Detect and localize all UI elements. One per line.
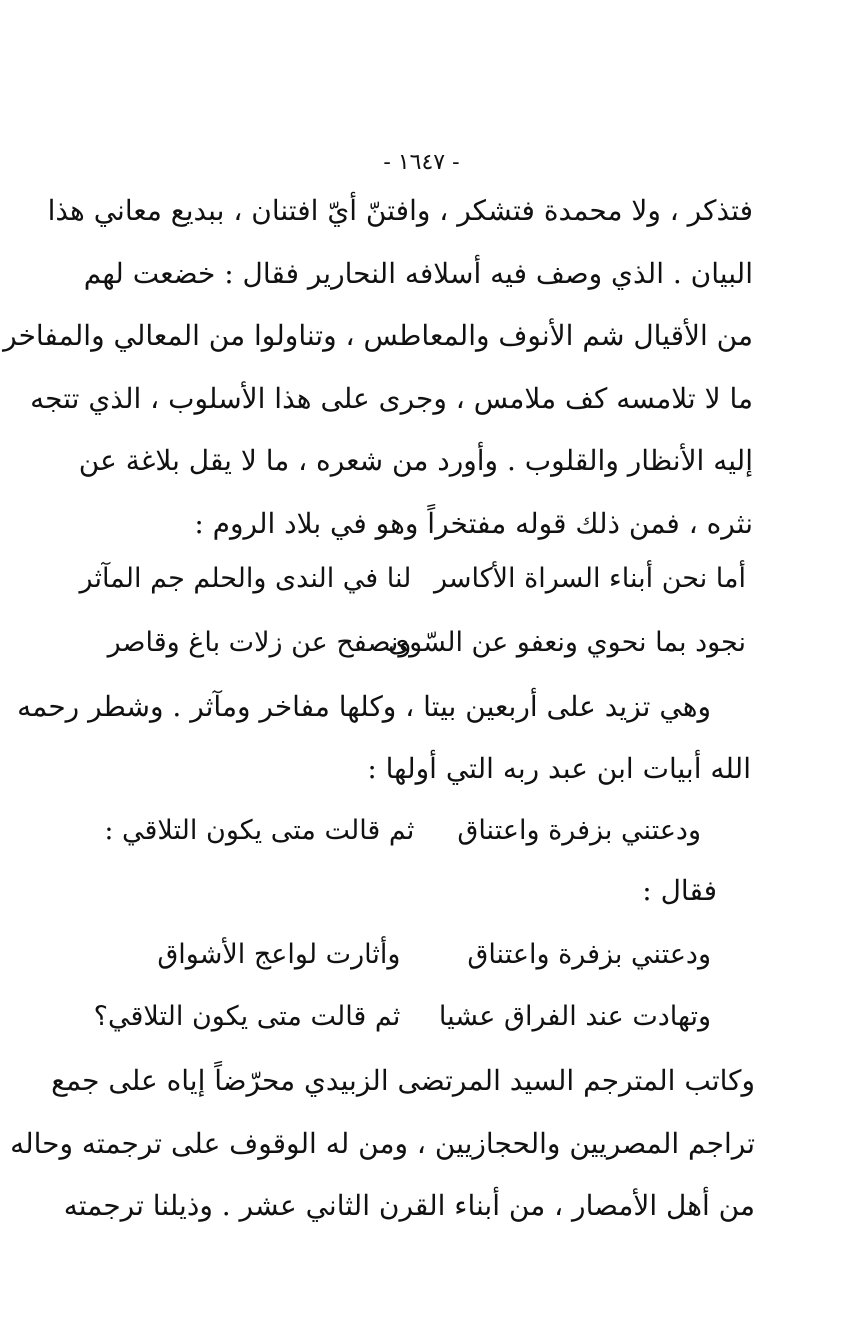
paragraph-line: وهي تزيد على أربعين بيتا ، وكلها مفاخر ومآثر . وشطر رحمه	[17, 690, 711, 723]
verse-second-hemistich: لنا في الندى والحلم جم المآثر	[79, 563, 412, 594]
verse-second-hemistich: وأثارت لواعج الأشواق	[157, 939, 401, 970]
paragraph-line: نثره ، فمن ذلك قوله مفتخراً وهو في بلاد الروم :	[194, 506, 753, 540]
paragraph-line: البيان . الذي وصف فيه أسلافه النحارير فقال : خضعت لهم	[83, 256, 753, 290]
poem-verse	[110, 924, 711, 986]
verse-first-hemistich: ودعتني بزفرة واعتناق	[467, 939, 711, 970]
poem-verse	[79, 548, 746, 610]
poem-verse	[93, 612, 746, 674]
paragraph-3	[10, 1050, 755, 1238]
paragraph-1	[3, 180, 753, 555]
verse-second-hemistich: ثم قالت متى يكون التلاقي :	[104, 815, 415, 846]
verse-first-hemistich: ودعتني بزفرة واعتناق	[457, 815, 701, 846]
paragraph-line: من أهل الأمصار ، من أبناء القرن الثاني عشر . وذيلنا ترجمته	[63, 1189, 755, 1222]
verse-first-hemistich: نجود بما نحوي ونعفو عن السّوى	[388, 627, 746, 658]
verse-first-hemistich: وتهادت عند الفراق عشيا	[438, 1001, 711, 1032]
paragraph-line: إليه الأنظار والقلوب . وأورد من شعره ، ما لا يقل بلاغة عن	[78, 444, 753, 477]
verse-first-hemistich: أما نحن أبناء السراة الأكاسر	[434, 563, 746, 594]
paragraph-line: ما لا تلامسه كف ملامس ، وجرى على هذا الأسلوب ، الذي تتجه	[30, 381, 753, 415]
verse-second-hemistich: ونصفح عن زلات باغ وقاصر	[107, 627, 412, 658]
poem-verse	[93, 986, 711, 1048]
paragraph-line: فتذكر ، ولا محمدة فتشكر ، وافتنّ أيّ افتنان ، ببديع معاني هذا	[47, 194, 753, 227]
said-label: فقال :	[642, 874, 717, 907]
poem-verse	[106, 800, 701, 862]
verse-second-hemistich: ثم قالت متى يكون التلاقي؟	[93, 1001, 401, 1032]
paragraph-line: الله أبيات ابن عبد ربه التي أولها :	[367, 752, 751, 785]
page-number: - ١٦٤٧ -	[383, 150, 460, 175]
paragraph-line: تراجم المصريين والحجازيين ، ومن له الوقوف على ترجمته وحاله	[10, 1126, 755, 1160]
paragraph-line: من الأقيال شم الأنوف والمعاطس ، وتناولوا من المعالي والمفاخر	[3, 319, 753, 352]
paragraph-line: وكاتب المترجم السيد المرتضى الزبيدي محرّضاً إياه على جمع	[51, 1064, 755, 1097]
